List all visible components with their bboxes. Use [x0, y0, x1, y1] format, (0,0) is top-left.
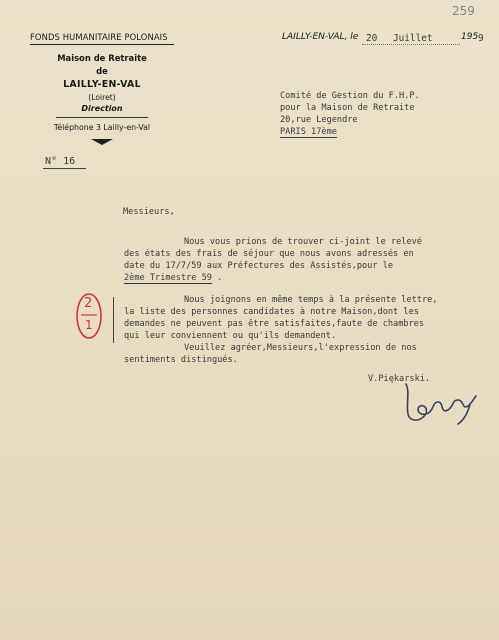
- reference-value: 16: [63, 156, 76, 167]
- archive-number: 259: [452, 4, 475, 18]
- salutation: Messieurs,: [123, 207, 175, 217]
- paragraph2-line-4: qui leur conviennent ou qu'ils demandent.: [124, 331, 337, 341]
- margin-bar: [113, 297, 114, 343]
- letterhead-rule: [30, 44, 174, 45]
- letterhead-line2: de: [96, 66, 108, 76]
- paragraph1-end: .: [211, 273, 223, 283]
- date-month: Juillet: [393, 33, 433, 44]
- margin-mark-numerator: 2: [84, 296, 93, 311]
- date-place: LAILLY-EN-VAL, le: [282, 32, 359, 42]
- date-year-digit: 9: [478, 33, 484, 44]
- date-year-prefix: 195: [461, 32, 479, 42]
- letterhead-org: FONDS HUMANITAIRE POLONAIS: [30, 32, 168, 42]
- paragraph2-line-1: Nous joignons en même temps à la présente lettre,: [184, 295, 438, 305]
- recipient-line-4: PARIS 17ème: [280, 127, 337, 137]
- paragraph2-line-2: la liste des personnes candidates à notre Maison,dont les: [124, 307, 419, 317]
- paragraph1-line-2: des états des frais de séjour que nous avons adressés en: [124, 249, 414, 259]
- date-day: 20: [366, 33, 378, 44]
- margin-mark-denominator: 1: [85, 318, 93, 332]
- dateline: [282, 32, 358, 42]
- paragraph1-line-1: Nous vous prions de trouver ci-joint le relevé: [184, 237, 422, 247]
- letterhead-line5: Direction: [81, 104, 123, 113]
- recipient-line-2: pour la Maison de Retraite: [280, 103, 415, 113]
- signatory-name: V.Piękarski.: [368, 374, 431, 384]
- paragraph2-line-3: demandes ne peuvent pas être satisfaites,faute de chambres: [124, 319, 425, 329]
- letterhead-line3: LAILLY-EN-VAL: [63, 79, 141, 90]
- reference-underline: [43, 168, 86, 169]
- paragraph1-line-3: date du 17/7/59 aux Préfectures des Assistés,pour le: [124, 261, 394, 271]
- paragraph1-line-4: [124, 273, 222, 283]
- signature-icon: [396, 380, 478, 426]
- recipient-line-3: 20,rue Legendre: [280, 115, 358, 125]
- letterhead-line1: Maison de Retraite: [57, 53, 147, 63]
- closing-line-1: Veuillez agréer,Messieurs,l'expression de nos: [184, 343, 417, 353]
- reference-number: [45, 156, 75, 167]
- trimester-underlined: 2ème Trimestre 59: [124, 273, 212, 283]
- reference-prefix: N°: [45, 156, 58, 167]
- date-dotted-line: [362, 44, 460, 45]
- ornament-icon: [90, 138, 114, 146]
- closing-line-2: sentiments distingués.: [124, 355, 238, 365]
- letterhead-phone: Téléphone 3 Lailly-en-Val: [53, 123, 151, 132]
- recipient-line-1: Comité de Gestion du F.H.P.: [280, 91, 420, 101]
- letterhead-divider: [56, 117, 148, 118]
- letterhead-line4: (Loiret): [88, 93, 116, 102]
